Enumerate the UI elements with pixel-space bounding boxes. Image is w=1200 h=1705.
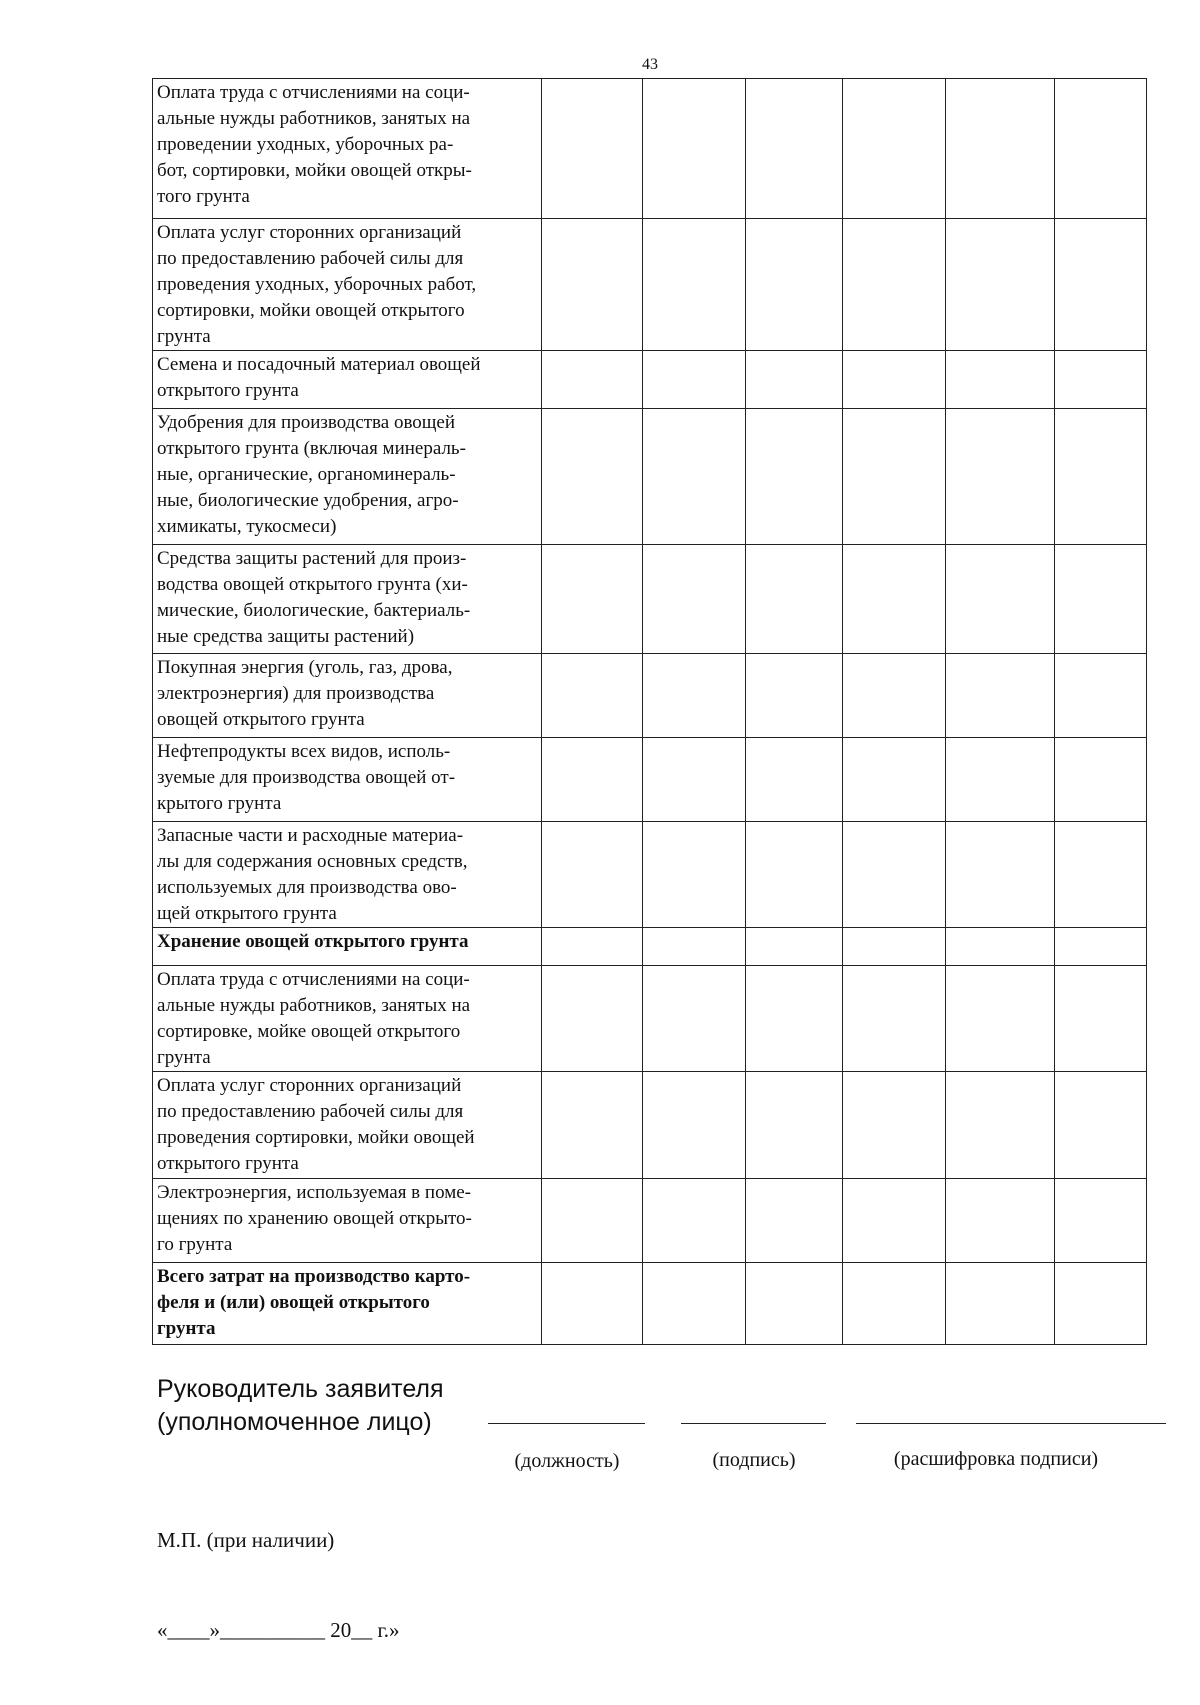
value-cell[interactable] <box>542 1072 643 1179</box>
value-cell[interactable] <box>843 966 946 1072</box>
value-cell[interactable] <box>1055 928 1147 966</box>
value-cell[interactable] <box>843 928 946 966</box>
table-row <box>153 1072 1147 1179</box>
row-label: Оплата услуг сторонних организаций по предоставлению рабочей силы для проведения сортировки, мойки овощей открытого грунта <box>153 1072 542 1179</box>
value-cell[interactable] <box>1055 1263 1147 1345</box>
value-cell[interactable] <box>1055 654 1147 738</box>
value-cell[interactable] <box>1055 545 1147 654</box>
value-cell[interactable] <box>946 738 1055 822</box>
value-cell[interactable] <box>542 545 643 654</box>
decoding-caption: (расшифровка подписи) <box>893 1448 1099 1470</box>
value-cell[interactable] <box>643 966 746 1072</box>
value-cell[interactable] <box>946 1072 1055 1179</box>
value-cell[interactable] <box>946 219 1055 351</box>
value-cell[interactable] <box>542 822 643 928</box>
value-cell[interactable] <box>643 219 746 351</box>
value-cell[interactable] <box>843 654 946 738</box>
value-cell[interactable] <box>542 351 643 409</box>
value-cell[interactable] <box>542 219 643 351</box>
value-cell[interactable] <box>643 928 746 966</box>
value-cell[interactable] <box>946 1179 1055 1263</box>
value-cell[interactable] <box>946 409 1055 545</box>
row-label: Нефтепродукты всех видов, исполь- зуемые для производства овощей от- крытого грунта <box>153 738 542 822</box>
row-label: Семена и посадочный материал овощей открытого грунта <box>153 351 542 409</box>
value-cell[interactable] <box>643 1179 746 1263</box>
row-label: Электроэнергия, используемая в поме- щениях по хранению овощей открыто- го грунта <box>153 1179 542 1263</box>
value-cell[interactable] <box>643 1072 746 1179</box>
value-cell[interactable] <box>843 79 946 219</box>
value-cell[interactable] <box>643 1263 746 1345</box>
value-cell[interactable] <box>746 738 843 822</box>
value-cell[interactable] <box>843 351 946 409</box>
value-cell[interactable] <box>542 79 643 219</box>
value-cell[interactable] <box>843 738 946 822</box>
stamp-block <box>157 1465 400 1705</box>
value-cell[interactable] <box>843 409 946 545</box>
row-label: Хранение овощей открытого грунта <box>153 928 542 966</box>
value-cell[interactable] <box>746 409 843 545</box>
value-cell[interactable] <box>746 219 843 351</box>
value-cell[interactable] <box>643 545 746 654</box>
table-body <box>153 79 1147 1345</box>
value-cell[interactable] <box>542 928 643 966</box>
table-row <box>153 928 1147 966</box>
value-cell[interactable] <box>746 1072 843 1179</box>
decoding-line[interactable] <box>856 1423 1166 1424</box>
value-cell[interactable] <box>746 1179 843 1263</box>
value-cell[interactable] <box>542 654 643 738</box>
value-cell[interactable] <box>1055 79 1147 219</box>
value-cell[interactable] <box>643 79 746 219</box>
value-cell[interactable] <box>746 654 843 738</box>
value-cell[interactable] <box>746 351 843 409</box>
table-row <box>153 351 1147 409</box>
value-cell[interactable] <box>1055 351 1147 409</box>
value-cell[interactable] <box>946 928 1055 966</box>
row-label: Удобрения для производства овощей открытого грунта (включая минераль- ные, органические, органоминераль- ные, биологические удобрения, агро- химикаты, тукосмеси) <box>153 409 542 545</box>
value-cell[interactable] <box>843 545 946 654</box>
value-cell[interactable] <box>746 79 843 219</box>
value-cell[interactable] <box>1055 1072 1147 1179</box>
value-cell[interactable] <box>946 79 1055 219</box>
value-cell[interactable] <box>643 409 746 545</box>
value-cell[interactable] <box>946 654 1055 738</box>
value-cell[interactable] <box>1055 409 1147 545</box>
value-cell[interactable] <box>643 738 746 822</box>
signature-caption: (подпись) <box>712 1449 796 1471</box>
value-cell[interactable] <box>1055 822 1147 928</box>
page-number: 43 <box>642 56 658 73</box>
value-cell[interactable] <box>1055 219 1147 351</box>
table-row <box>153 654 1147 738</box>
row-label: Средства защиты растений для произ- водства овощей открытого грунта (хи- мические, биологические, бактериаль- ные средства защиты растений) <box>153 545 542 654</box>
value-cell[interactable] <box>746 1263 843 1345</box>
value-cell[interactable] <box>542 966 643 1072</box>
value-cell[interactable] <box>542 409 643 545</box>
value-cell[interactable] <box>643 351 746 409</box>
value-cell[interactable] <box>946 822 1055 928</box>
value-cell[interactable] <box>946 966 1055 1072</box>
value-cell[interactable] <box>1055 738 1147 822</box>
value-cell[interactable] <box>946 351 1055 409</box>
row-label: Покупная энергия (уголь, газ, дрова, электроэнергия) для производства овощей открытого грунта <box>153 654 542 738</box>
table-row <box>153 822 1147 928</box>
cost-table <box>152 78 1147 1345</box>
value-cell[interactable] <box>843 822 946 928</box>
table-row <box>153 966 1147 1072</box>
table-row <box>153 1263 1147 1345</box>
row-label: Всего затрат на производство карто- феля и (или) овощей открытого грунта <box>153 1263 542 1345</box>
row-label: Оплата труда с отчислениями на соци- альные нужды работников, занятых на проведении уходных, уборочных ра- бот, сортировки, мойки овощей откры- того грунта <box>153 79 542 219</box>
table-row <box>153 545 1147 654</box>
value-cell[interactable] <box>843 1179 946 1263</box>
position-line[interactable] <box>488 1423 645 1424</box>
stamp-label: М.П. (при наличии) <box>157 1528 335 1552</box>
value-cell[interactable] <box>542 1179 643 1263</box>
date-line: «____»__________ 20__ г.» <box>157 1618 400 1642</box>
value-cell[interactable] <box>946 545 1055 654</box>
row-label: Оплата труда с отчислениями на соци- альные нужды работников, занятых на сортировке, мойке овощей открытого грунта <box>153 966 542 1072</box>
value-cell[interactable] <box>946 1263 1055 1345</box>
value-cell[interactable] <box>643 822 746 928</box>
table-row <box>153 409 1147 545</box>
value-cell[interactable] <box>746 928 843 966</box>
value-cell[interactable] <box>643 654 746 738</box>
table-row <box>153 1179 1147 1263</box>
position-caption: (должность) <box>514 1450 620 1472</box>
value-cell[interactable] <box>746 966 843 1072</box>
value-cell[interactable] <box>746 822 843 928</box>
value-cell[interactable] <box>843 1072 946 1179</box>
value-cell[interactable] <box>1055 1179 1147 1263</box>
value-cell[interactable] <box>843 219 946 351</box>
value-cell[interactable] <box>542 738 643 822</box>
table-row <box>153 79 1147 219</box>
value-cell[interactable] <box>843 1263 946 1345</box>
signature-heading: Руководитель заявителя (уполномоченное лицо) <box>157 1375 444 1436</box>
value-cell[interactable] <box>1055 966 1147 1072</box>
table-row <box>153 738 1147 822</box>
signature-line[interactable] <box>681 1423 826 1424</box>
row-label: Оплата услуг сторонних организаций по предоставлению рабочей силы для проведения уходных, уборочных работ, сортировки, мойки овощей открытого грунта <box>153 219 542 351</box>
value-cell[interactable] <box>542 1263 643 1345</box>
value-cell[interactable] <box>746 545 843 654</box>
row-label: Запасные части и расходные материа- лы для содержания основных средств, используемых для производства ово- щей открытого грунта <box>153 822 542 928</box>
table-row <box>153 219 1147 351</box>
